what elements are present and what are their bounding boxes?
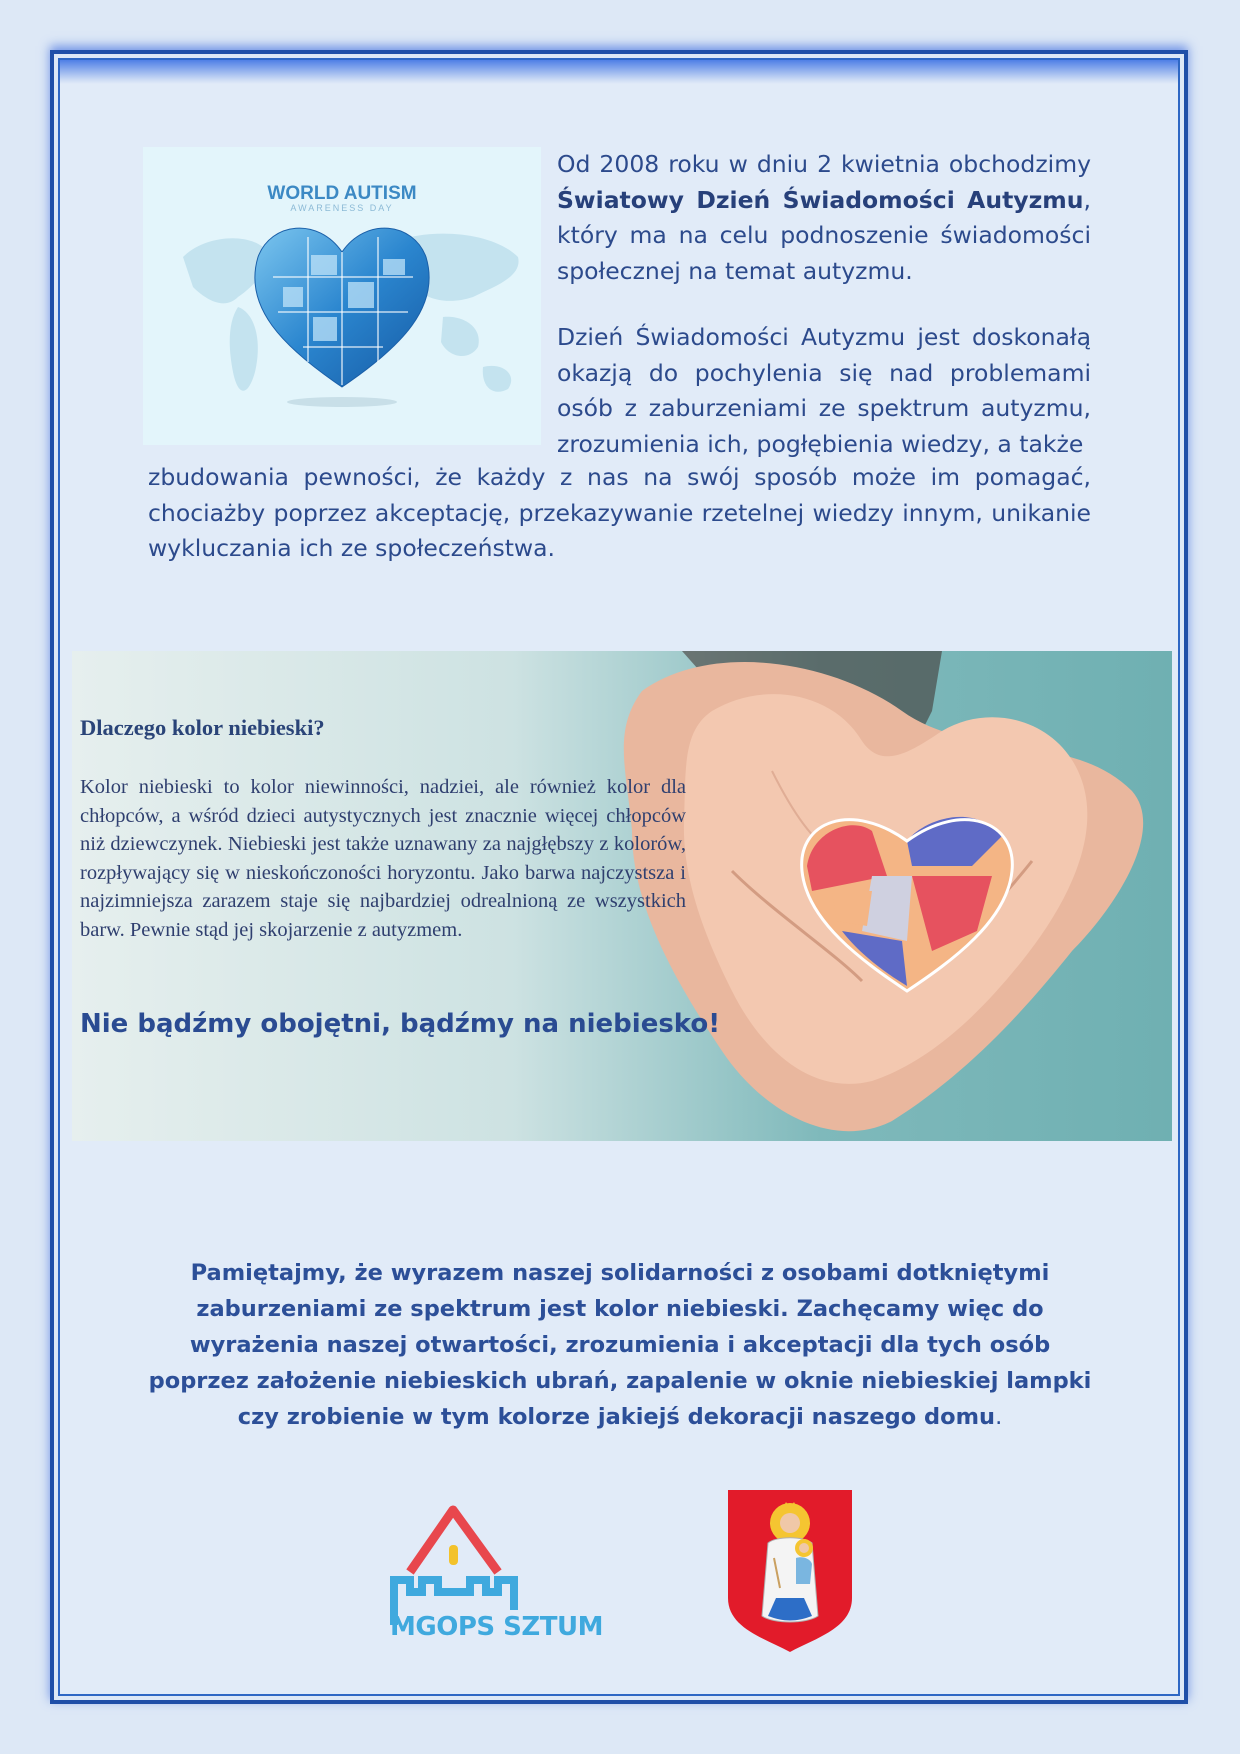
hero-logo-subtitle: AWARENESS DAY (290, 203, 394, 213)
coat-of-arms-icon (726, 1488, 854, 1653)
intro-paragraph-2-wide: zbudowania pewności, że każdy z nas na swój sposób może im pomagać, chociażby poprzez akceptację, przekazywanie rzetelnej wiedzy innym, unikanie wykluczania ich ze społeczeństwa. (148, 463, 1091, 563)
hero-logo-title: WORLD AUTISM (267, 183, 417, 204)
closing-period: . (995, 1404, 1003, 1430)
intro-paragraph-2-right: Dzień Świadomości Autyzmu jest doskonałą okazją do pochylenia się nad problemami osób z zaburzeniami ze spektrum autyzmu, zrozumienia ich, pogłębienia wiedzy, a także (557, 323, 1091, 458)
banner-body-text: Kolor niebieski to kolor niewinności, nadziei, ale również kolor dla chłopców, a wśród dzieci autystycznych jest znacznie więcej chłopców niż dziewczynek. Niebieski jest także uznawany za najgłębszy z kolorów, rozpływający się w nieskończoności horyzontu. Jako barwa najczystsza i najzimniejsza zarazem staje się najbardziej odrealnioną ze wszystkich barw. Pewnie stąd jej skojarzenie z autyzmem. (80, 776, 686, 941)
closing-text: Pamiętajmy, że wyrazem naszej solidarności z osobami dotkniętymi zaburzeniami ze spektrum jest kolor niebieski. Zachęcamy więc do wyrażenia naszej otwartości, zrozumienia i akceptacji dla tych osób poprzez założenie niebieskich ubrań, zapalenie w oknie niebieskiej lampki czy zrobienie w tym kolorze jakiejś dekoracji naszego domu (148, 1260, 1092, 1430)
world-map-heart-illustration (143, 147, 541, 445)
banner-heading: Dlaczego kolor niebieski? (80, 715, 325, 740)
closing-paragraph (140, 1255, 1100, 1435)
intro-paragraph-1 (557, 147, 1091, 289)
mgops-logo-text: MGOPS SZTUM (390, 1612, 603, 1642)
blue-color-banner (72, 651, 1172, 1141)
banner-slogan: Nie bądźmy obojętni, bądźmy na niebiesko! (80, 1009, 721, 1039)
world-autism-image (143, 147, 541, 445)
intro-text-end: , który ma na celu podnoszenie świadomości społecznej na temat autyzmu. (557, 185, 1091, 285)
mgops-sztum-logo (390, 1500, 620, 1650)
sztum-coat-of-arms (726, 1488, 854, 1653)
intro-text-start: Od 2008 roku w dniu 2 kwietnia obchodzimy (557, 150, 1091, 178)
intro-bold-name: Światowy Dzień Świadomości Autyzmu (557, 185, 1084, 214)
header-glow-bar (60, 60, 1178, 84)
